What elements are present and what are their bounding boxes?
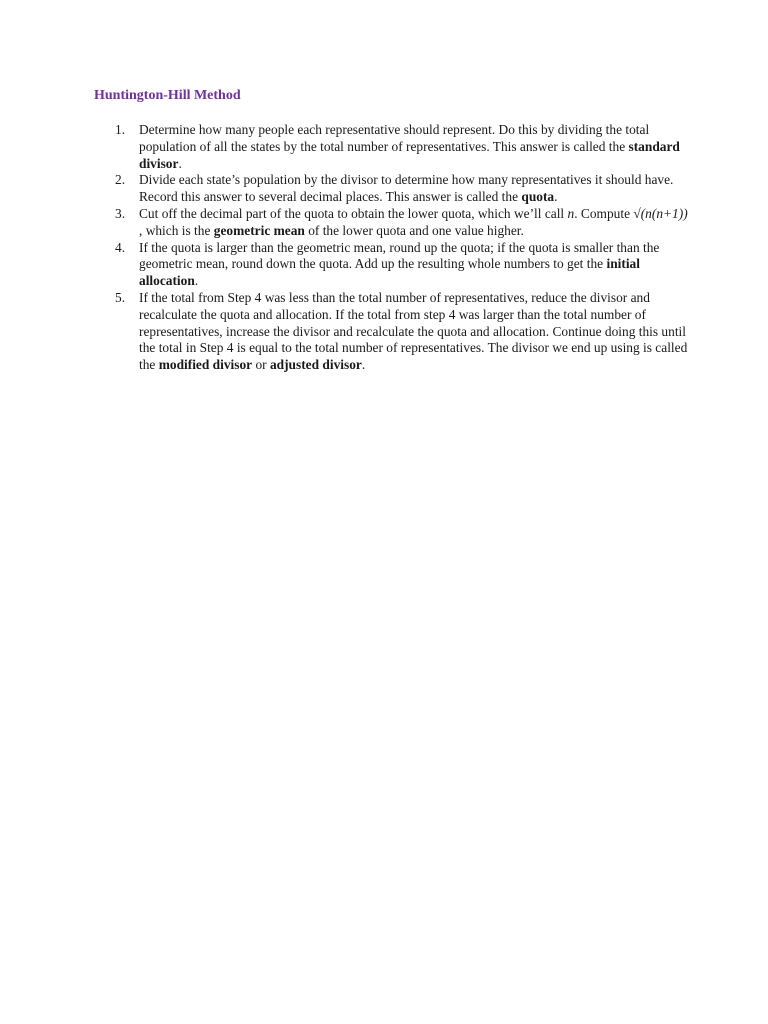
step-number: 1.: [115, 122, 126, 137]
step-text: If the total from Step 4 was less than the total number of representatives, reduce the divisor and recalculate the quota and allocation. If the total from step 4 was larger than the total number of representatives, increase the divisor and recalculate the quota and allocation. Continue doing this until the total in Step 4 is equal to the total number of representatives. The divisor we end up using is called the: [139, 289, 688, 373]
step-text-mid: . Compute: [574, 205, 634, 221]
key-term-2: adjusted divisor: [269, 357, 362, 373]
document-title: Huntington-Hill Method: [94, 88, 241, 103]
step-text: Cut off the decimal part of the quota to obtain the lower quota, which we’ll call: [139, 205, 568, 221]
key-term: geometric mean: [213, 222, 305, 238]
step-text-end: .: [361, 357, 366, 373]
key-term: quota: [521, 189, 555, 205]
step-text: Determine how many people each representative should represent. Do this by dividing the total population of all the states by the total number of representatives. This answer is called the: [139, 122, 650, 154]
key-term: initial allocation: [139, 256, 640, 289]
step-item-5: [110, 290, 690, 374]
step-text-end: of the lower quota and one value higher.: [304, 222, 524, 238]
step-item-3: [110, 206, 690, 240]
step-number: 2.: [115, 172, 126, 188]
key-term: standard divisor: [139, 138, 680, 171]
step-number: 5.: [115, 289, 126, 305]
step-text: If the quota is larger than the geometric mean, round up the quota; if the quota is smaller than the geometric mean, round down the quota. Add up the resulting whole numbers to get the: [139, 239, 660, 272]
step-item-4: [110, 240, 690, 290]
step-text-mid2: , which is the: [139, 222, 214, 238]
formula: √(n(n+1)): [633, 205, 688, 221]
steps-list: [110, 122, 690, 374]
step-text-end: .: [554, 189, 558, 205]
step-number: 3.: [115, 205, 126, 221]
key-term: modified divisor: [158, 357, 253, 373]
step-item-1: [110, 122, 690, 172]
step-text-end: .: [194, 273, 199, 289]
step-number: 4.: [115, 239, 126, 255]
step-text: Divide each state’s population by the divisor to determine how many representatives it should have. Record this answer to several decimal places. This answer is called the: [139, 172, 674, 205]
step-text-end: .: [178, 155, 182, 171]
variable-n: n: [567, 205, 575, 221]
step-item-2: [110, 172, 690, 206]
step-text-mid: or: [252, 357, 270, 373]
